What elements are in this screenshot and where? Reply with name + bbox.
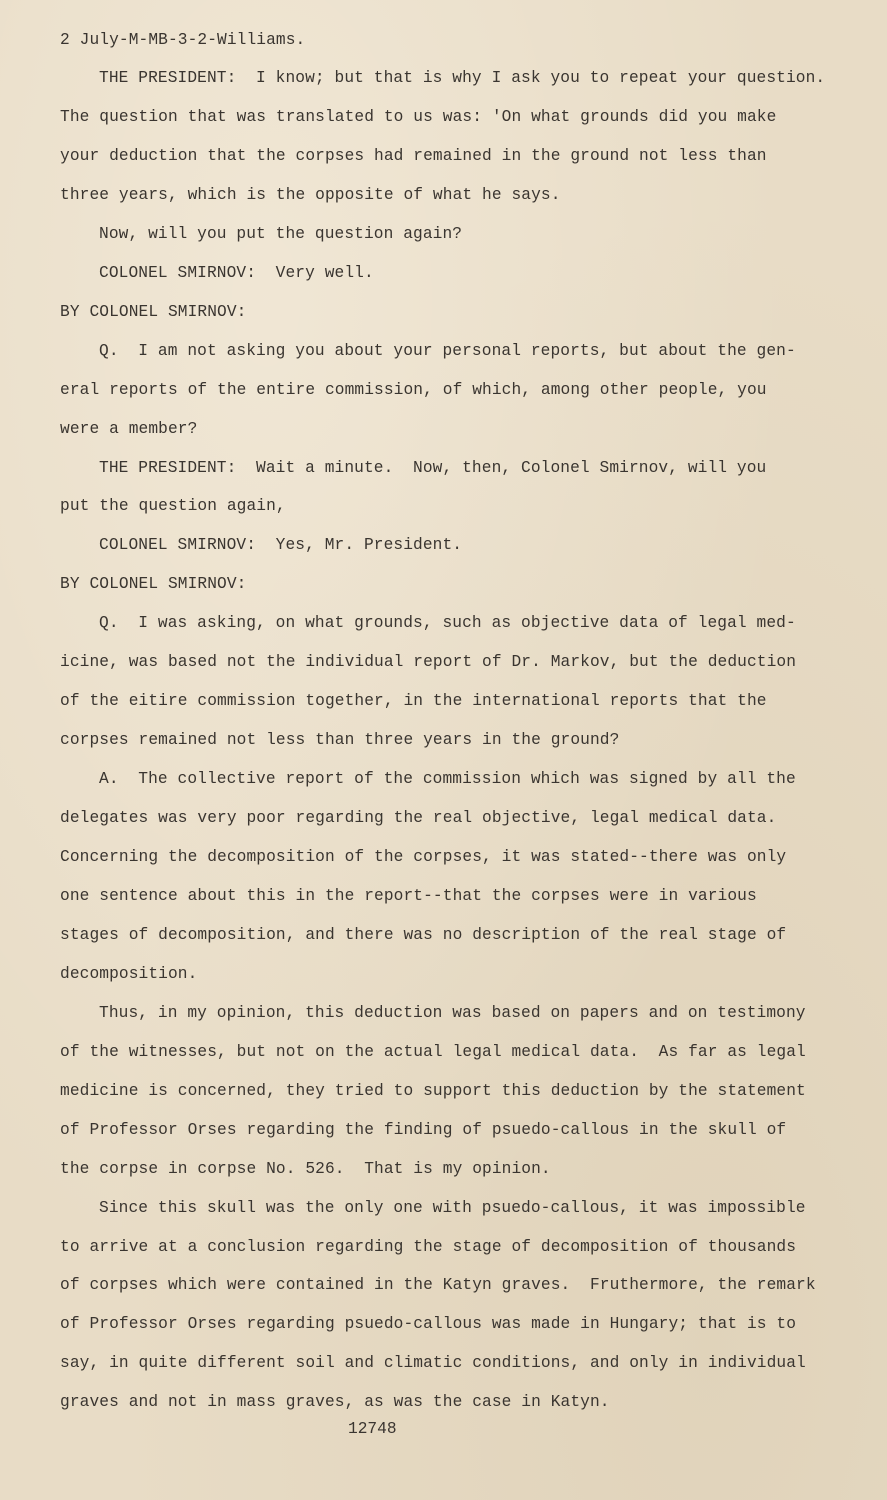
text-line: Q. I am not asking you about your personal reports, but about the gen-: [99, 341, 796, 360]
text-line: Since this skull was the only one with psuedo-callous, it was impossible: [99, 1198, 806, 1217]
text-line: Concerning the decomposition of the corpses, it was stated--there was only: [60, 848, 787, 866]
text-line: medicine is concerned, they tried to support this deduction by the statement: [60, 1081, 806, 1100]
text-line: icine, was based not the individual report of Dr. Markov, but the deduction: [60, 653, 797, 672]
document-header: 2 July-M-MB-3-2-Williams.: [60, 31, 306, 49]
text-line: to arrive at a conclusion regarding the stage of decomposition of thousands: [60, 1237, 797, 1256]
text-line: Now, will you put the question again?: [99, 224, 463, 243]
text-line: The question that was translated to us was: 'On what grounds did you make: [60, 107, 777, 126]
text-line: one sentence about this in the report--that the corpses were in various: [60, 886, 757, 905]
text-line: the corpse in corpse No. 526. That is my opinion.: [60, 1159, 551, 1178]
text-line: of the eitire commission together, in the international reports that the: [60, 692, 767, 711]
text-line: BY COLONEL SMIRNOV:: [60, 575, 247, 594]
page-number: 12748: [348, 1420, 397, 1438]
text-line: COLONEL SMIRNOV: Very well.: [99, 263, 374, 282]
text-line: of the witnesses, but not on the actual legal medical data. As far as legal: [60, 1042, 806, 1061]
text-line: A. The collective report of the commission which was signed by all the: [99, 770, 796, 789]
text-line: THE PRESIDENT: I know; but that is why I ask you to repeat your question.: [99, 69, 826, 87]
text-line: THE PRESIDENT: Wait a minute. Now, then, Colonel Smirnov, will you: [99, 458, 767, 477]
text-line: BY COLONEL SMIRNOV:: [60, 302, 247, 321]
text-line: graves and not in mass graves, as was the case in Katyn.: [60, 1393, 610, 1412]
text-line: corpses remained not less than three years in the ground?: [60, 731, 620, 750]
text-line: Thus, in my opinion, this deduction was based on papers and on testimony: [99, 1003, 806, 1022]
text-line: Q. I was asking, on what grounds, such as objective data of legal med-: [99, 614, 796, 633]
text-line: put the question again,: [60, 497, 286, 516]
text-line: three years, which is the opposite of what he says.: [60, 185, 561, 204]
text-line: of corpses which were contained in the Katyn graves. Fruthermore, the remark: [60, 1276, 816, 1295]
text-line: decomposition.: [60, 964, 198, 983]
text-line: eral reports of the entire commission, of which, among other people, you: [60, 380, 767, 399]
text-line: of Professor Orses regarding psuedo-callous was made in Hungary; that is to: [60, 1315, 797, 1334]
text-line: of Professor Orses regarding the finding of psuedo-callous in the skull of: [60, 1120, 787, 1139]
text-line: stages of decomposition, and there was no description of the real stage of: [60, 925, 787, 944]
text-line: your deduction that the corpses had remained in the ground not less than: [60, 146, 767, 165]
text-line: say, in quite different soil and climatic conditions, and only in individual: [60, 1354, 806, 1373]
text-line: COLONEL SMIRNOV: Yes, Mr. President.: [99, 536, 463, 555]
text-line: delegates was very poor regarding the real objective, legal medical data.: [60, 809, 777, 828]
text-line: were a member?: [60, 419, 198, 438]
